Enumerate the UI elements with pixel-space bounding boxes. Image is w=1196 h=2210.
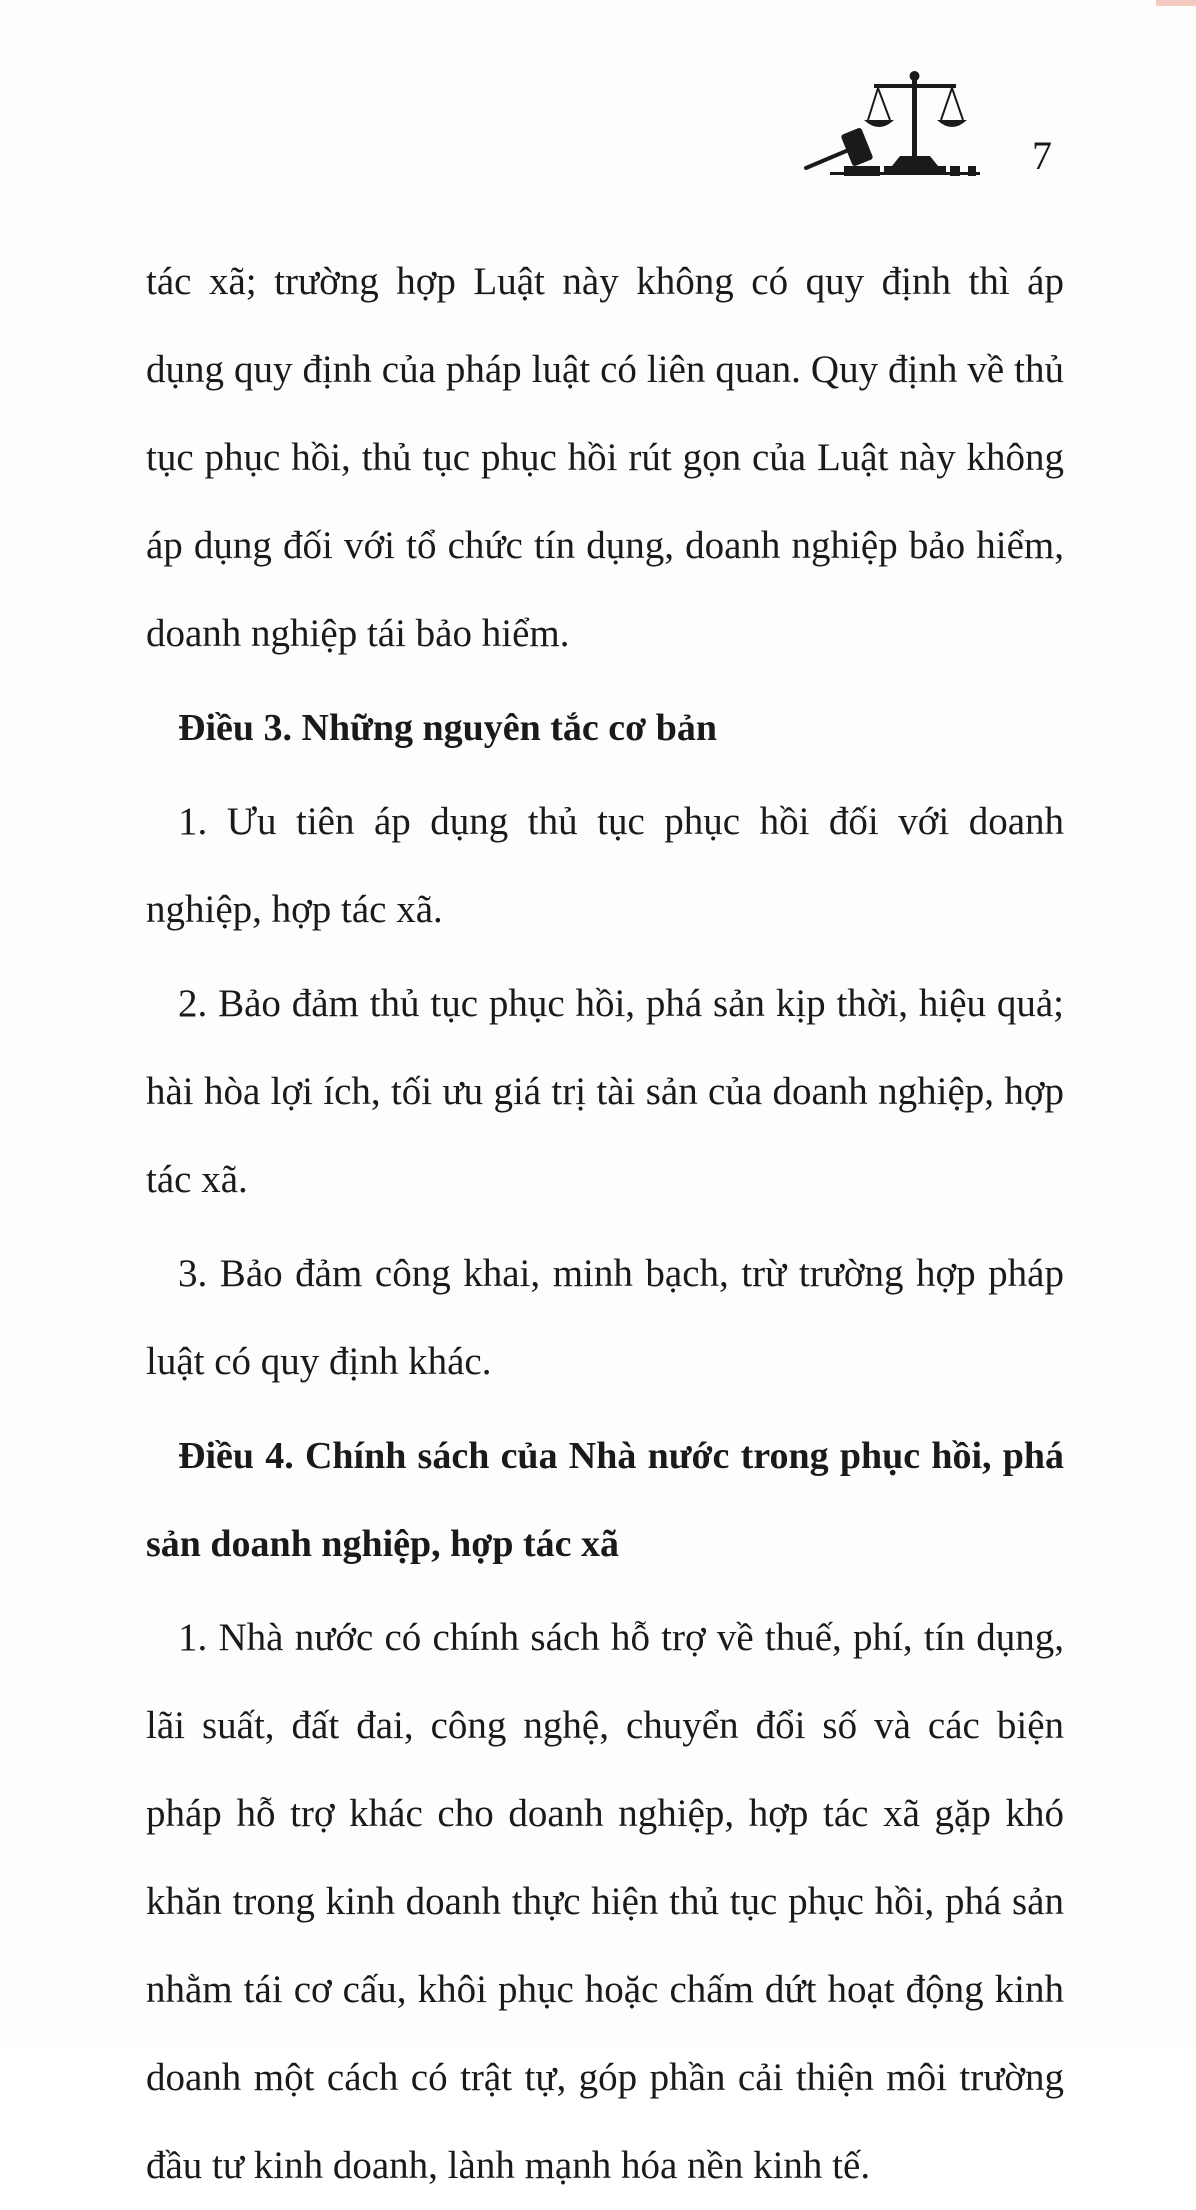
article-4-clause-1: 1. Nhà nước có chính sách hỗ trợ về thuế, phí, tín dụng, lãi suất, đất đai, công nghệ, chuyển đổi số và các biện pháp hỗ trợ khác cho doanh nghiệp, hợp tác xã gặp khó khăn trong kinh doanh thực hiện thủ tục phục hồi, phá sản nhằm tái cơ cấu, khôi phục hoặc chấm dứt hoạt động kinh doanh một cách có trật tự, góp phần cải thiện môi trường đầu tư kinh doanh, lành mạnh hóa nền kinh tế. [146, 1616, 1064, 2187]
article-3-clause-3: 3. Bảo đảm công khai, minh bạch, trừ trường hợp pháp luật có quy định khác. [146, 1252, 1064, 1383]
article-3-clause-1: 1. Ưu tiên áp dụng thủ tục phục hồi đối với doanh nghiệp, hợp tác xã. [146, 800, 1064, 931]
article-4-heading: Điều 4. Chính sách của Nhà nước trong phục hồi, phá sản doanh nghiệp, hợp tác xã [146, 1435, 1064, 1565]
page-body [146, 238, 1064, 2210]
article-3-heading: Điều 3. Những nguyên tắc cơ bản [178, 707, 717, 749]
paragraph-continuation: tác xã; trường hợp Luật này không có quy định thì áp dụng quy định của pháp luật có liên quan. Quy định về thủ tục phục hồi, thủ tục phục hồi rút gọn của Luật này không áp dụng đối với tổ chức tín dụng, doanh nghiệp bảo hiểm, doanh nghiệp tái bảo hiểm. [146, 260, 1064, 655]
page-header [800, 62, 1070, 192]
scales-of-justice-and-gavel-icon [800, 62, 990, 182]
page-number: 7 [1032, 133, 1052, 178]
scan-edge-mark [1156, 0, 1196, 6]
article-3-clause-2: 2. Bảo đảm thủ tục phục hồi, phá sản kịp thời, hiệu quả; hài hòa lợi ích, tối ưu giá trị tài sản của doanh nghiệp, hợp tác xã. [146, 982, 1064, 1201]
